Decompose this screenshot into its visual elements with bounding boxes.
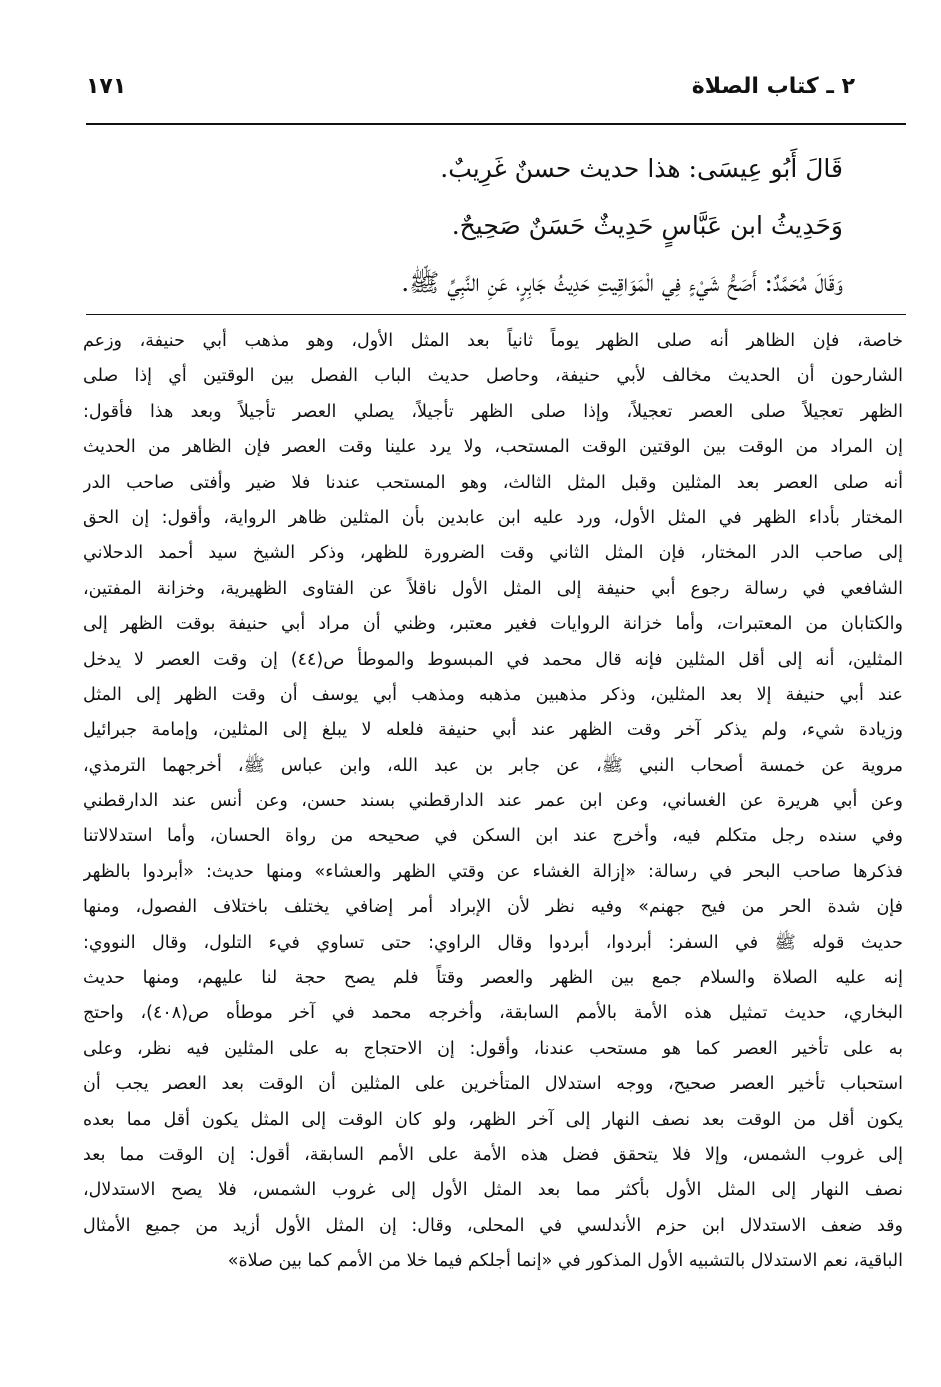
commentary-line: فإن شدة الحر من فيح جهنم» وفيه نظر لأن الإبراد أمر إضافي يختلف باختلاف الفصول، ومنها [83,897,903,918]
header-rule [86,123,906,125]
commentary-line: الشارحون أن الحديث مخالف لأبي حنيفة، وحاصل حديث الباب الفصل بين الوقتين أي إذا صلى [83,366,903,387]
commentary-line: به على تأخير العصر كما هو مستحب عندنا، وأقول: إن الاحتجاج به على المثلين فيه نظر، وعلى [83,1038,903,1059]
commentary-line: خاصة، فإن الظاهر أنه صلى الظهر يوماً ثانياً بعد المثل الأول، وهو مذهب أبي حنيفة، وزعم [83,331,903,351]
commentary-line: إن المراد من الوقت بين الوقتين الوقت المستحب، ولا يرد علينا وقت العصر فإن الظاهر من الحديث [83,437,903,458]
commentary-line: إنه عليه الصلاة والسلام جمع بين الظهر والعصر وقتاً فلم يصح حجة لنا عليهم، ومنها حديث [83,968,903,989]
commentary-line: الشافعي في رسالة رجوع أبي حنيفة إلى المثل الأول ناقلاً عن الفتاوى الظهيرية، وخزانة المفتين، [83,578,903,599]
commentary-line: أنه صلى العصر بعد المثلين وقبل المثل الثالث، وهو المستحب عندنا فلا ضير وأفتى صاحب الدر [83,472,903,493]
commentary-line: نصف النهار إلى المثل الأول بأكثر مما بعد المثل الأول إلى غروب الشمس، فلا يصح الاستدلال، [83,1180,903,1201]
running-title: ٢ ـ كتاب الصلاة [691,74,855,99]
commentary-line: إلى صاحب الدر المختار، فإن المثل الثاني وقت الضرورة للظهر، وذكر الشيخ سيد أحمد الدحلاني [83,543,903,564]
hadith-line: وَقَالَ مُحَمَّدٌ: أَصَحُّ شَيْءٍ فِي الْمَوَاقِيتِ حَدِيثُ جَابِرٍ، عَنِ النَّبِيِّ ﷺ. [401,268,843,297]
hadith-text [83,140,843,311]
commentary-line: المختار بأداء الظهر في المثل الأول، ورد عليه ابن عابدين بأن المثلين ظاهر الرواية، وأقول: إن الحق [83,507,903,528]
section-divider [86,314,906,315]
commentary-line: حديث قوله ﷺ في السفر: أبردوا، أبردوا وقال الراوي: حتى تساوي فيء التلول، وقال النووي: [83,932,903,953]
commentary-line: الظهر تعجيلاً صلى العصر تعجيلاً، وإذا صلى الظهر تأجيلاً، يصلي العصر تأجيلاً وبعد هذا فأقول: [83,401,903,422]
commentary-line: مروية عن خمسة أصحاب النبي ﷺ، عن جابر بن عبد الله، وابن عباس ﷺ، أخرجهما الترمذي، [83,755,903,776]
commentary-line: يكون أقل من الوقت بعد نصف النهار إلى آخر الظهر، ولو كان الوقت إلى المثل يكون أقل مما بعده [83,1109,903,1130]
commentary-line: المثلين، أنه إلى أقل المثلين فإنه قال محمد في المبسوط والموطأ ص(٤٤) إن وقت العصر لا يدخل [83,649,903,670]
commentary-line: إلى غروب الشمس، وإلا فلا يتحقق فضل هذه الأمة على الأمم السابقة، أقول: إن الوقت مما بعد [83,1144,903,1165]
hadith-line: وَحَدِيثُ ابن عَبَّاسٍ حَدِيثٌ حَسَنٌ صَحِيحٌ. [451,211,843,240]
commentary-line: استحباب تأخير العصر صحيح، ووجه استدلال المتأخرين على المثلين أن الوقت بعد العصر يجب أن [83,1074,903,1095]
commentary-line: البخاري، حديث تمثيل هذه الأمة بالأمم السابقة، وأخرجه محمد في آخر موطأه ص(٤٠٨)، واحتج [83,1003,903,1024]
commentary-line: والكتابان من المعتبرات، وأما خزانة الروايات فغير معتبر، وظني أن مراد أبي حنيفة بوقت الظهر إلى [83,614,903,635]
commentary-text [83,324,903,1280]
commentary-line: الباقية، نعم الاستدلال بالتشبيه الأول المذكور في «إنما أجلكم فيما خلا من الأمم كما بين صلاة» [227,1251,903,1272]
commentary-line: فذكرها صاحب البحر في رسالة: «إزالة الغشاء عن وقتي الظهر والعشاء» ومنها حديث: «أبردوا بالظهر [83,861,903,882]
commentary-line: وفي سنده رجل متكلم فيه، وأخرج عند ابن السكن في صحيحه من رواة الحسان، وأما استدلالاتنا [83,826,903,847]
commentary-line: وزيادة شيء، ولم يذكر آخر وقت الظهر عند أبي حنيفة فلعله لا يبلغ إلى المثلين، وإمامة جبرائيل [83,720,903,741]
commentary-line: عند أبي حنيفة إلا بعد المثلين، وذكر مذهبين مذهبه ومذهب أبي يوسف أن وقت الظهر إلى المثل [83,684,903,705]
hadith-line: قَالَ أَبُو عِيسَى: هذا حديث حسنٌ غَرِيبٌ. [440,154,843,183]
commentary-line: وقد ضعف الاستدلال ابن حزم الأندلسي في المحلى، وقال: إن المثل الأول أزيد من جميع الأمثال [83,1215,903,1236]
page-number: ١٧١ [86,74,127,99]
commentary-line: وعن أبي هريرة عن الغساني، وعن ابن عمر عند الدارقطني بسند حسن، وعن أنس عند الدارقطني [83,791,903,812]
